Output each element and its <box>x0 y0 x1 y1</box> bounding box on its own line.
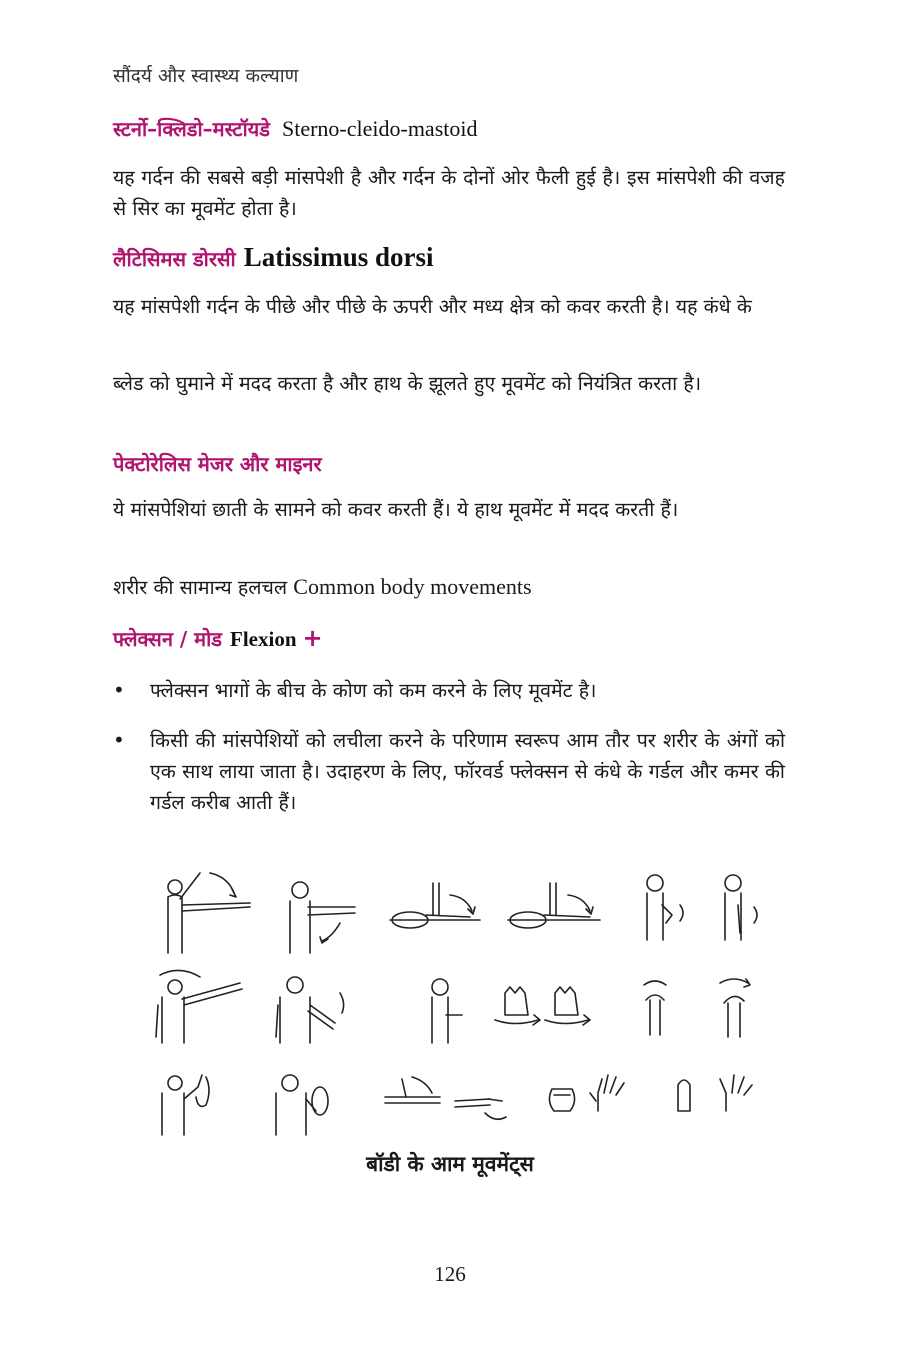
lying-leg-lift-figure-1 <box>390 883 480 928</box>
para-sterno: यह गर्दन की सबसे बड़ी मांसपेशी है और गर्दन के दोनों ओर फैली हुई है। इस मांसपेशी की वजह से सिर का मूवमेंट होता है। <box>113 166 785 220</box>
common-movements-english: Common body movements <box>293 574 532 599</box>
spread-hand-figure <box>720 1075 752 1111</box>
figure-caption: बॉडी के आम मूवमेंट्स <box>366 1152 534 1176</box>
heading-latissimus <box>113 242 434 273</box>
heading-sterno-english: Sterno-cleido-mastoid <box>281 116 478 141</box>
para-pectoralis: ये मांसपेशियां छाती के सामने को कवर करती हैं। ये हाथ मूवमेंट में मदद करती हैं। <box>113 498 679 521</box>
bullet-dot: • <box>113 728 125 752</box>
common-movements-hindi: शरीर की सामान्य हलचल <box>113 576 288 599</box>
elbow-circle-figure-2 <box>276 1075 328 1135</box>
heading-sterno <box>113 115 477 142</box>
fist-figure <box>549 1089 574 1111</box>
lying-leg-lift-figure-2 <box>508 883 600 928</box>
elbow-extension-figure <box>725 875 757 940</box>
shoulder-flexion-figure <box>168 873 250 953</box>
bullet-item <box>113 725 785 849</box>
flat-hand-figure <box>678 1080 690 1111</box>
page-number: 126 <box>434 1262 466 1286</box>
hand-flexion-figure <box>385 1077 440 1103</box>
para-latissimus-1: यह मांसपेशी गर्दन के पीछे और पीछे के ऊपरी और मध्य क्षेत्र को कवर करती है। यह कंधे के <box>113 295 752 318</box>
shoulder-adduction-figure <box>276 977 344 1043</box>
para-latissimus-2: ब्लेड को घुमाने में मदद करता है और हाथ के झूलते हुए मूवमेंट को नियंत्रित करता है। <box>113 372 702 395</box>
heading-pectoralis: पेक्टोरेलिस मेजर और माइनर <box>113 452 322 476</box>
bullet-text: किसी की मांसपेशियों को लचीला करने के परिणाम स्वरूप आम तौर पर शरीर के अंगों को एक साथ लाया जाता है। उदाहरण के लिए, फॉरवर्ड फ्लेक्सन से कंधे के गर्डल और कमर की गर्डल करीब आती हैं। <box>150 729 785 814</box>
heading-flexion-plus: + <box>302 624 323 652</box>
elbow-flexion-figure <box>647 875 683 940</box>
bullet-text: फ्लेक्सन भागों के बीच के कोण को कम करने के लिए मूवमेंट है। <box>150 679 597 702</box>
shoulder-extension-figure <box>290 882 355 953</box>
heading-flexion-hindi: फ्लेक्सन / मोड <box>113 627 222 651</box>
heading-flexion <box>113 624 323 652</box>
elbow-circle-figure-1 <box>162 1075 209 1135</box>
heading-latissimus-hindi: लैटिसिमस डोरसी <box>113 247 236 271</box>
forearm-rotation-figure <box>432 979 462 1043</box>
hand-extension-figure <box>455 1099 506 1119</box>
bullet-dot: • <box>113 678 125 702</box>
heading-latissimus-english: Latissimus dorsi <box>243 242 434 272</box>
heading-flexion-english: Flexion <box>230 627 297 651</box>
body-movements-figure <box>150 865 770 1140</box>
heading-sterno-hindi: स्टर्नो–क्लिडो–मस्टॉयडे <box>113 117 270 141</box>
wrist-extension-figure <box>720 979 750 1037</box>
supination-figure <box>545 987 590 1025</box>
shoulder-abduction-figure <box>156 970 242 1043</box>
pronation-figure <box>495 987 540 1025</box>
open-hand-figure-1 <box>590 1075 624 1111</box>
wrist-flexion-figure <box>644 981 666 1035</box>
running-header: सौंदर्य और स्वास्थ्य कल्याण <box>113 65 299 87</box>
common-movements-line <box>113 571 785 603</box>
bullet-item <box>113 675 785 707</box>
